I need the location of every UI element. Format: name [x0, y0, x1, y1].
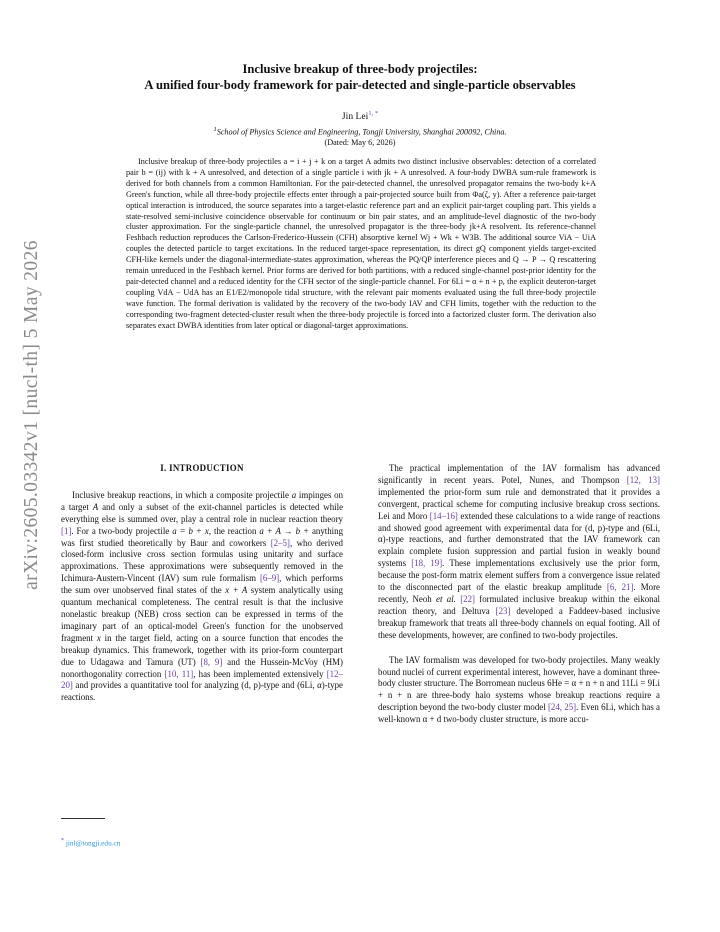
text-run: a + A → b +: [259, 525, 309, 536]
citation-link[interactable]: [23]: [495, 605, 511, 616]
text-run: in the target field, acting on a source function that encodes the breakup dynamics. This framework, together with its prior-form counterpart due to Udagawa and Tamura (UT): [61, 632, 343, 667]
footnote-rule: [61, 818, 105, 819]
text-run: implemented the prior-form sum rule and demonstrated that it provides a convergent, practical scheme for computing inclusive breakup cross sections. Lei and Moro: [378, 486, 660, 521]
date-line: (Dated: May 6, 2026): [324, 138, 396, 147]
text-run: x: [96, 632, 101, 643]
author-marks-link[interactable]: 1, *: [368, 110, 379, 117]
affiliation: [60, 126, 660, 137]
footnote-mark: *: [61, 838, 65, 844]
text-run: . These implementations exclusively use the prior form, because the post-form matrix element suffers from a convergence issue related to the disconnected part of the elastic breakup amplitude: [378, 558, 660, 593]
text-run: . For a two-body projectile: [71, 525, 173, 536]
citation-link[interactable]: [12, 13]: [626, 474, 660, 485]
text-run: and provides a quantitative tool for analyzing (d, p)-type and (6Li, α)-type reactions.: [61, 680, 343, 703]
author-affiliation-marks[interactable]: [368, 110, 378, 117]
arxiv-sidebar-stamp: [14, 180, 50, 650]
citation-link[interactable]: [6–9]: [259, 573, 280, 584]
body-paragraph: [378, 463, 660, 642]
right-column: [378, 463, 660, 726]
text-run: x + A: [225, 585, 248, 596]
email-link[interactable]: jinl@tongji.edu.cn: [65, 838, 121, 848]
text-run: system analytically using quantum mechanical completeness. The central result is that the inclusive nonelastic breakup (NEB) cross section can be expressed in terms of the imaginary part of an optical-model Green's function for the unobserved fragment: [61, 585, 343, 643]
citation-link[interactable]: [12–20]: [61, 668, 343, 691]
text-run: , has been implemented extensively: [193, 668, 327, 679]
paper-title: [60, 62, 660, 93]
citation-link[interactable]: [24, 25]: [547, 702, 577, 713]
text-run: , the reaction: [208, 525, 260, 536]
citation-link[interactable]: [18, 19]: [411, 558, 443, 569]
text-run: , who derived closed-form inclusive cross section formulas using unitarity and surface approximations. These approximations were subsequently removed in the Ichimura-Austern-Vincent (IAV) sum rule formalism: [61, 537, 343, 584]
author-line: [60, 110, 660, 122]
abstract: Inclusive breakup of three-body projectiles a = i + j + k on a target A admits two distinct inclusive observables: detection of a correlated pair b = (ij) with k + A unresolved, and detection of a single particle i with jk + A unresolved. A four-body DWBA sum-rule framework is derived for both channels from a common Hamiltonian. For the pair-detected channel, the unresolved propagator remains the two-body k+A Green's function, while all three-body projectile effects enter through a pair-projected source built from Φa(ζ, y). After a reference pair-target optical interaction is introduced, the source separates into a target-elastic reference part and an explicit pair-target coupling part. This yields a state-resolved semi-inclusive coincidence observable for continuum or bin pair states, and an amplitude-level diagnostic of the two-body cluster approximation. For the single-particle channel, the unresolved propagator is the three-body jk+A resolvent. Its reference-channel Feshbach reduction reproduces the Carlson-Frederico-Hussein (CFH) absorptive kernel Wj + Wk + W3B. The additional source ViA − UiA couples the detected particle to target excitations. In the reduced target-space representation, its direct gQ component yields target-excited CFH-like kernels under the diagonal-intermediate-states approximation, whereas the PQ/QP interference pieces and Q → P → Q rescattering remain unreduced in the Feshbach kernel. Prior forms are derived for both partitions, with a reduced single-channel post-prior identity for the pair-detected channel and a reduced identity for the CFH sector of the single-particle channel. For 6Li = α + n + p, the explicit deuteron-target coupling VdA − UdA has an E1/E2/monopole tidal structure, with the relevant pair moments evaluated using the full three-body projectile wave function. The formal derivation is validated by the recovery of the two-body IAV and CFH limits, together with the reduction to the corresponding two-fragment detected-cluster result when the three-body projectile is forced into a factorized cluster form. The derivation also separates exact DWBA identities from later optical or diagonal-target approximations.: [126, 157, 596, 330]
text-run: a: [291, 489, 297, 500]
citation-link[interactable]: [6, 21]: [606, 582, 634, 593]
text-run: The IAV formalism was developed for two-body projectiles. Many weakly bound nuclei of current experimental interest, however, have a dominant three-body cluster structure. The Borromean nucleus 6He = α + n + n and 11Li = 9Li + n + n are three-body halo systems whose breakup reactions require a description beyond the two-body cluster model: [378, 654, 660, 713]
citation-link[interactable]: [22]: [460, 593, 475, 604]
text-run: et al.: [436, 593, 456, 604]
text-run: extended these calculations to a wide range of reactions and showed good agreement with experimental data for (d, p)-type and (6Li, α)-type reactions, and further demonstrated that the IAV framework can explain complete fusion suppression and partial fusion in weakly bound systems: [378, 510, 660, 569]
text-run: , which performs the sum over unobserved final states of the: [61, 573, 344, 596]
affiliation-mark: 1: [213, 126, 217, 133]
affiliation-text: School of Physics Science and Engineering, Tongji University, Shanghai 200092, China.: [216, 127, 507, 137]
text-run: impinges on a target: [61, 489, 344, 512]
citation-link[interactable]: [10, 11]: [164, 668, 194, 679]
title-line-1: Inclusive breakup of three-body projectiles:: [242, 62, 478, 76]
text-run: The practical implementation of the IAV formalism has advanced significantly in recent years. Potel, Nunes, and Thompson: [378, 463, 660, 485]
citation-link[interactable]: [2–5]: [270, 537, 290, 548]
arxiv-identifier: arXiv:2605.03342v1 [nucl-th] 5 May 2026: [21, 240, 43, 590]
text-run: . Even 6Li, which has a well-known α + d two-body cluster structure, is more accu-: [378, 702, 660, 725]
text-run: and only a subset of the exit-channel particles is detected while everything else is summed over, play a central role in nuclear reaction theory: [61, 501, 344, 524]
text-run: and the Hussein-McVoy (HM) nonorthogonality correction: [61, 656, 343, 679]
text-run: A: [92, 501, 99, 512]
title-line-2: A unified four-body framework for pair-detected and single-particle observables: [144, 77, 576, 92]
author-name: Jin Lei: [341, 111, 369, 123]
left-column: [61, 463, 343, 704]
citation-link[interactable]: [1]: [61, 525, 72, 536]
text-run: . More recently, Neoh: [378, 582, 660, 604]
body-paragraph: [61, 490, 343, 704]
paragraph-gap: [378, 642, 660, 655]
text-run: a = b + x: [172, 525, 209, 536]
section-heading-introduction: I. INTRODUCTION: [160, 463, 244, 473]
left-paragraphs: [61, 490, 343, 704]
text-run: anything was first studied theoretically by Baur and coworkers: [61, 525, 344, 548]
citation-link[interactable]: [8, 9]: [200, 656, 223, 667]
footnote: [61, 838, 120, 847]
right-paragraphs: [378, 463, 660, 726]
text-run: formulated inclusive breakup within the eikonal reaction theory, and Deltuva: [378, 593, 660, 616]
text-run: developed a Faddeev-based inclusive breakup framework that treats all three-body channels on equal footing. All of these developments, however, are confined to two-body projectiles.: [378, 605, 660, 640]
text-run: Inclusive breakup reactions, in which a composite projectile: [72, 489, 292, 500]
citation-link[interactable]: [14–16]: [429, 510, 458, 521]
body-paragraph: [378, 655, 660, 726]
